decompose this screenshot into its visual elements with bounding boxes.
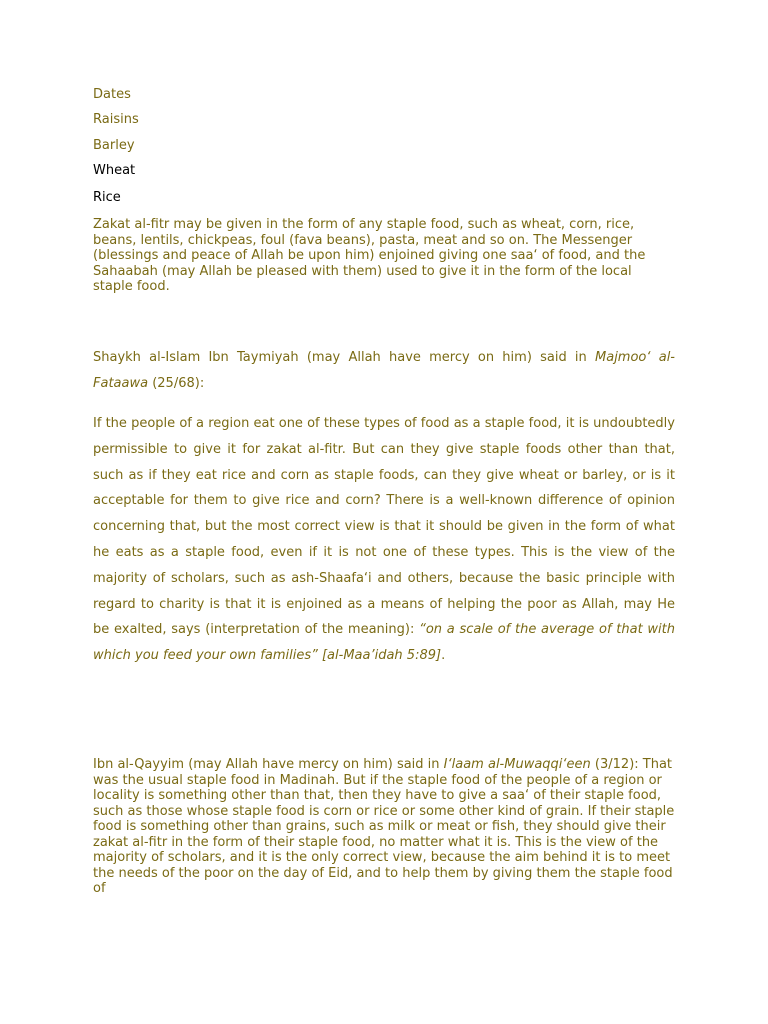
list-item-dates: Dates: [93, 87, 131, 102]
list-item-rice: Rice: [93, 190, 121, 205]
reference-text: (25/68):: [148, 375, 205, 391]
paragraph-body: (3/12): That was the usual staple food in Madinah. But if the staple food of the people of a region or locality is something other than that, then they have to give a saa‘ of their staple food, such as those whose staple food is corn or rice or some other kind of grain. If their staple food is something other than grains, such as milk or meat or fish, they should give their zakat al-fitr in the form of their staple food, no matter what it is. This is the view of the majority of scholars, and it is the only correct view, because the aim behind it is to meet the needs of the poor on the day of Eid, and to help them by giving them the staple food of: [93, 757, 675, 896]
book-title: Majmoo‘ al-Fataawa: [93, 350, 675, 391]
paragraph-text: Ibn al-Qayyim (may Allah have mercy on him) said in: [93, 757, 444, 772]
paragraph-ibn-taymiyah-quote: [93, 411, 675, 669]
list-item-wheat: Wheat: [93, 163, 136, 178]
paragraph-text: Shaykh al-Islam Ibn Taymiyah (may Allah have mercy on him) said in: [93, 350, 596, 365]
paragraph-ibn-al-qayyim: [93, 757, 675, 897]
paragraph-text: If the people of a region eat one of these types of food as a staple food, it is undoubtedly permissible to give it for zakat al-fitr. But can they give staple foods other than that, such as if they eat rice and corn as staple foods, can they give wheat or barley, or is it acceptable for them to give rice and corn? There is a well-known difference of opinion concerning that, but the most correct view is that it should be given in the form of what he eats as a staple food, even if it is not one of these types. This is the view of the majority of scholars, such as ash-Shaafa‘i and others, because the basic principle with regard to charity is that it is enjoined as a means of helping the poor as Allah, may He be exalted, says (interpretation of the meaning):: [93, 416, 675, 638]
list-item-raisins: Raisins: [93, 112, 139, 127]
paragraph-end: .: [441, 648, 446, 664]
quran-quote: “on a scale of the average of that with which you feed your own families” [al-Maa’idah 5:89]: [93, 622, 676, 664]
list-item-barley: Barley: [93, 138, 135, 153]
book-title: I‘laam al-Muwaqqi‘een: [443, 757, 591, 772]
paragraph-staple-food: Zakat al-fitr may be given in the form of any staple food, such as wheat, corn, rice, beans, lentils, chickpeas, foul (fava beans), pasta, meat and so on. The Messenger (blessings and peace of Allah be upon him) enjoined giving one saa‘ of food, and the Sahaabah (may Allah be pleased with them) used to give it in the form of the local staple food.: [93, 217, 646, 294]
paragraph-ibn-taymiyah-intro: [93, 345, 675, 397]
